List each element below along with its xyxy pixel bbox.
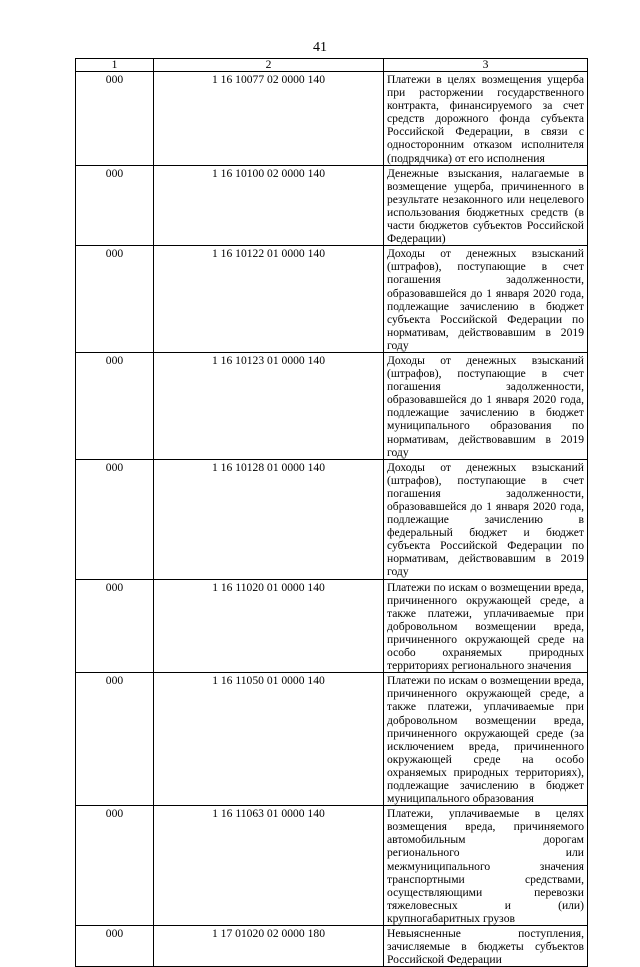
admin-code-cell: 000 <box>76 72 154 166</box>
admin-code-cell: 000 <box>76 246 154 353</box>
budget-code-cell: 1 16 11063 01 0000 140 <box>154 806 384 926</box>
description-cell: Платежи по искам о возмещении вреда, причиненного окружающей среде, а также платежи, уплачиваемые при добровольном возмещении вреда, причиненного окружающей среде (за исключением вреда, причиненного окружающей среде на особо охраняемых природных территориях), подлежащие зачислению в бюджет муниципального образования <box>384 673 588 806</box>
description-cell: Платежи в целях возмещения ущерба при расторжении государственного контракта, финансируемого за счет средств дорожного фонда субъекта Российской Федерации, в связи с односторонним отказом исполнителя (подрядчика) от его исполнения <box>384 72 588 166</box>
description-cell: Денежные взыскания, налагаемые в возмещение ущерба, причиненного в результате незаконного или нецелевого использования бюджетных средств (в части бюджетов субъектов Российской Федерации) <box>384 165 588 246</box>
description-cell: Платежи, уплачиваемые в целях возмещения вреда, причиняемого автомобильным дорогам регионального или межмуниципального значения транспортными средствами, осуществляющими перевозки тяжеловесных и (или) крупногабаритных грузов <box>384 806 588 926</box>
table-row <box>76 459 588 579</box>
page-number: 41 <box>313 40 327 55</box>
admin-code-cell: 000 <box>76 352 154 459</box>
column-header-2: 2 <box>154 59 384 72</box>
budget-code-cell: 1 16 11050 01 0000 140 <box>154 673 384 806</box>
budget-code-cell: 1 16 10077 02 0000 140 <box>154 72 384 166</box>
column-header-1: 1 <box>76 59 154 72</box>
table-row <box>76 806 588 926</box>
admin-code-cell: 000 <box>76 459 154 579</box>
budget-classification-table <box>75 58 588 967</box>
table-row <box>76 352 588 459</box>
budget-code-cell: 1 16 10123 01 0000 140 <box>154 352 384 459</box>
budget-code-cell: 1 16 10128 01 0000 140 <box>154 459 384 579</box>
table-row <box>76 579 588 673</box>
admin-code-cell: 000 <box>76 673 154 806</box>
admin-code-cell: 000 <box>76 165 154 246</box>
table-header-row <box>76 59 588 72</box>
admin-code-cell: 000 <box>76 579 154 673</box>
budget-code-cell: 1 17 01020 02 0000 180 <box>154 926 384 967</box>
description-cell: Доходы от денежных взысканий (штрафов), поступающие в счет погашения задолженности, образовавшейся до 1 января 2020 года, подлежащие зачислению в бюджет субъекта Российской Федерации по нормативам, действовавшим в 2019 году <box>384 246 588 353</box>
admin-code-cell: 000 <box>76 806 154 926</box>
table-row <box>76 673 588 806</box>
table-row <box>76 926 588 967</box>
budget-code-cell: 1 16 10122 01 0000 140 <box>154 246 384 353</box>
table-row <box>76 246 588 353</box>
budget-code-cell: 1 16 11020 01 0000 140 <box>154 579 384 673</box>
description-cell: Платежи по искам о возмещении вреда, причиненного окружающей среде, а также платежи, уплачиваемые при добровольном возмещении вреда, причиненного окружающей среде на особо охраняемых природных территориях регионального значения <box>384 579 588 673</box>
budget-code-cell: 1 16 10100 02 0000 140 <box>154 165 384 246</box>
description-cell: Доходы от денежных взысканий (штрафов), поступающие в счет погашения задолженности, образовавшейся до 1 января 2020 года, подлежащие зачислению в федеральный бюджет и бюджет субъекта Российской Федерации по нормативам, действовавшим в 2019 году <box>384 459 588 579</box>
description-cell: Доходы от денежных взысканий (штрафов), поступающие в счет погашения задолженности, образовавшейся до 1 января 2020 года, подлежащие зачислению в бюджет муниципального образования по нормативам, действовавшим в 2019 году <box>384 352 588 459</box>
table-row <box>76 165 588 246</box>
table-row <box>76 72 588 166</box>
column-header-3: 3 <box>384 59 588 72</box>
description-cell: Невыясненные поступления, зачисляемые в бюджеты субъектов Российской Федерации <box>384 926 588 967</box>
admin-code-cell: 000 <box>76 926 154 967</box>
